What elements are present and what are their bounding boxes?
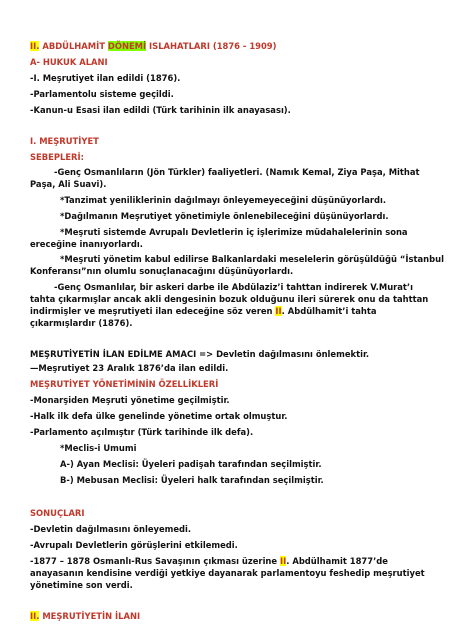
sonuc-item-3-roman: II [280, 556, 287, 566]
ozellik-item-3: -Parlamento açılmıştır (Türk tarihinde ilk defa). [30, 427, 254, 437]
sebep-star-2: *Dağılmanın Meşrutiyet yönetimiyle önlenebileceğini düşünüyorlardı. [60, 211, 389, 221]
sebep-star-4: *Meşruti yönetim kabul edilirse Balkanlardaki meselelerin görüşüldüğü “İstanbul [60, 254, 444, 264]
meclis-title: *Meclis-i Umumi [60, 443, 137, 453]
hukuk-item-1: -I. Meşrutiyet ilan edildi (1876). [30, 73, 181, 83]
sebep-paragraph-2-pre: indirmişler ve meşrutiyeti ilan edeceğine söz veren [30, 306, 276, 316]
sebep-paragraph-2-post: . Abdülhamit’i tahta [281, 306, 377, 316]
sebep-star-3-cont: ereceğine inanıyorlardı. [30, 239, 143, 249]
sonuc-item-2: -Avrupalı Devletlerin görüşlerini etkilemedi. [30, 540, 238, 550]
page-heading [30, 40, 276, 52]
mesrutiyet-title: I. MEŞRUTİYET [30, 136, 99, 146]
sebep-paragraph-2-line-4: çıkarmışlardır (1876). [30, 318, 133, 328]
sebepler-title: SEBEPLERİ: [30, 152, 84, 162]
sebep-star-1: *Tanzimat yeniliklerinin dağılmayı önleyemeyeceğini düşünüyorlardı. [60, 195, 387, 205]
ilan-tarihi: —Meşrutiyet 23 Aralık 1876’da ilan edildi. [30, 363, 229, 373]
sebep-paragraph-2-roman: II [275, 306, 282, 316]
sebep-paragraph-1: -Genç Osmanlıların (Jön Türkler) faaliyetleri. (Namık Kemal, Ziya Paşa, Mithat [54, 167, 420, 177]
hukuk-title: A- HUKUK ALANI [30, 57, 108, 67]
sebep-paragraph-2-line-2: tahta çıkarmışlar ancak akli dengesinin bozuk olduğunu ileri sürerek onu da tahttan [30, 294, 429, 304]
hukuk-item-2: -Parlamentolu sisteme geçildi. [30, 89, 174, 99]
footer-heading-roman: II. [30, 611, 40, 621]
hukuk-item-3: -Kanun-u Esasi ilan edildi (Türk tarihinin ilk anayasası). [30, 105, 291, 115]
footer-heading-text: MEŞRUTİYETİN İLANI [39, 611, 141, 621]
heading-text-1: ABDÜLHAMİT [39, 41, 108, 51]
ozellik-item-2: -Halk ilk defa ülke genelinde yönetime ortak olmuştur. [30, 411, 288, 421]
ozellikler-title: MEŞRUTİYET YÖNETİMİNİN ÖZELLİKLERİ [30, 379, 219, 389]
sonuc-item-3-line-3: yönetimine son verdi. [30, 580, 133, 590]
ilan-amaci: MEŞRUTİYETİN İLAN EDİLME AMACI => Devletin dağılmasını önlemektir. [30, 349, 370, 359]
sebep-star-3: *Meşruti sistemde Avrupalı Devletlerin iç işlerimize müdahalelerinin sona [60, 227, 408, 237]
sonuc-item-3 [30, 555, 388, 567]
sonuc-item-1: -Devletin dağılmasını önleyemedi. [30, 524, 192, 534]
sebep-paragraph-1-cont: Paşa, Ali Suavi). [30, 179, 107, 189]
footer-heading [30, 610, 140, 622]
sonuclari-title: SONUÇLARI [30, 508, 85, 518]
heading-roman: II. [30, 41, 40, 51]
heading-highlight-word: DÖNEMİ [107, 41, 147, 51]
sonuc-item-3-pre: -1877 – 1878 Osmanlı-Rus Savaşının çıkması üzerine [30, 556, 280, 566]
sonuc-item-3-line-2: anayasanın kendisine verdiği yetkiye dayanarak parlamentoyu feshedip meşrutiyet [30, 568, 425, 578]
mebusan-meclisi: B-) Mebusan Meclisi: Üyeleri halk tarafından seçilmiştir. [60, 475, 324, 485]
sebep-paragraph-2-line-3 [30, 305, 377, 317]
heading-text-2: ISLAHATLARI (1876 - 1909) [146, 41, 277, 51]
sonuc-item-3-post: . Abdülhamit 1877’de [286, 556, 388, 566]
sebep-paragraph-2: -Genç Osmanlılar, bir askeri darbe ile Abdülaziz’i tahttan indirerek V.Murat’ı [54, 282, 413, 292]
ayan-meclisi: A-) Ayan Meclisi: Üyeleri padişah tarafından seçilmiştir. [60, 459, 322, 469]
sebep-star-4-cont: Konferansı”nın olumlu sonuçlanacağını düşünüyorlardı. [30, 266, 294, 276]
ozellik-item-1: -Monarşiden Meşruti yönetime geçilmiştir. [30, 395, 230, 405]
